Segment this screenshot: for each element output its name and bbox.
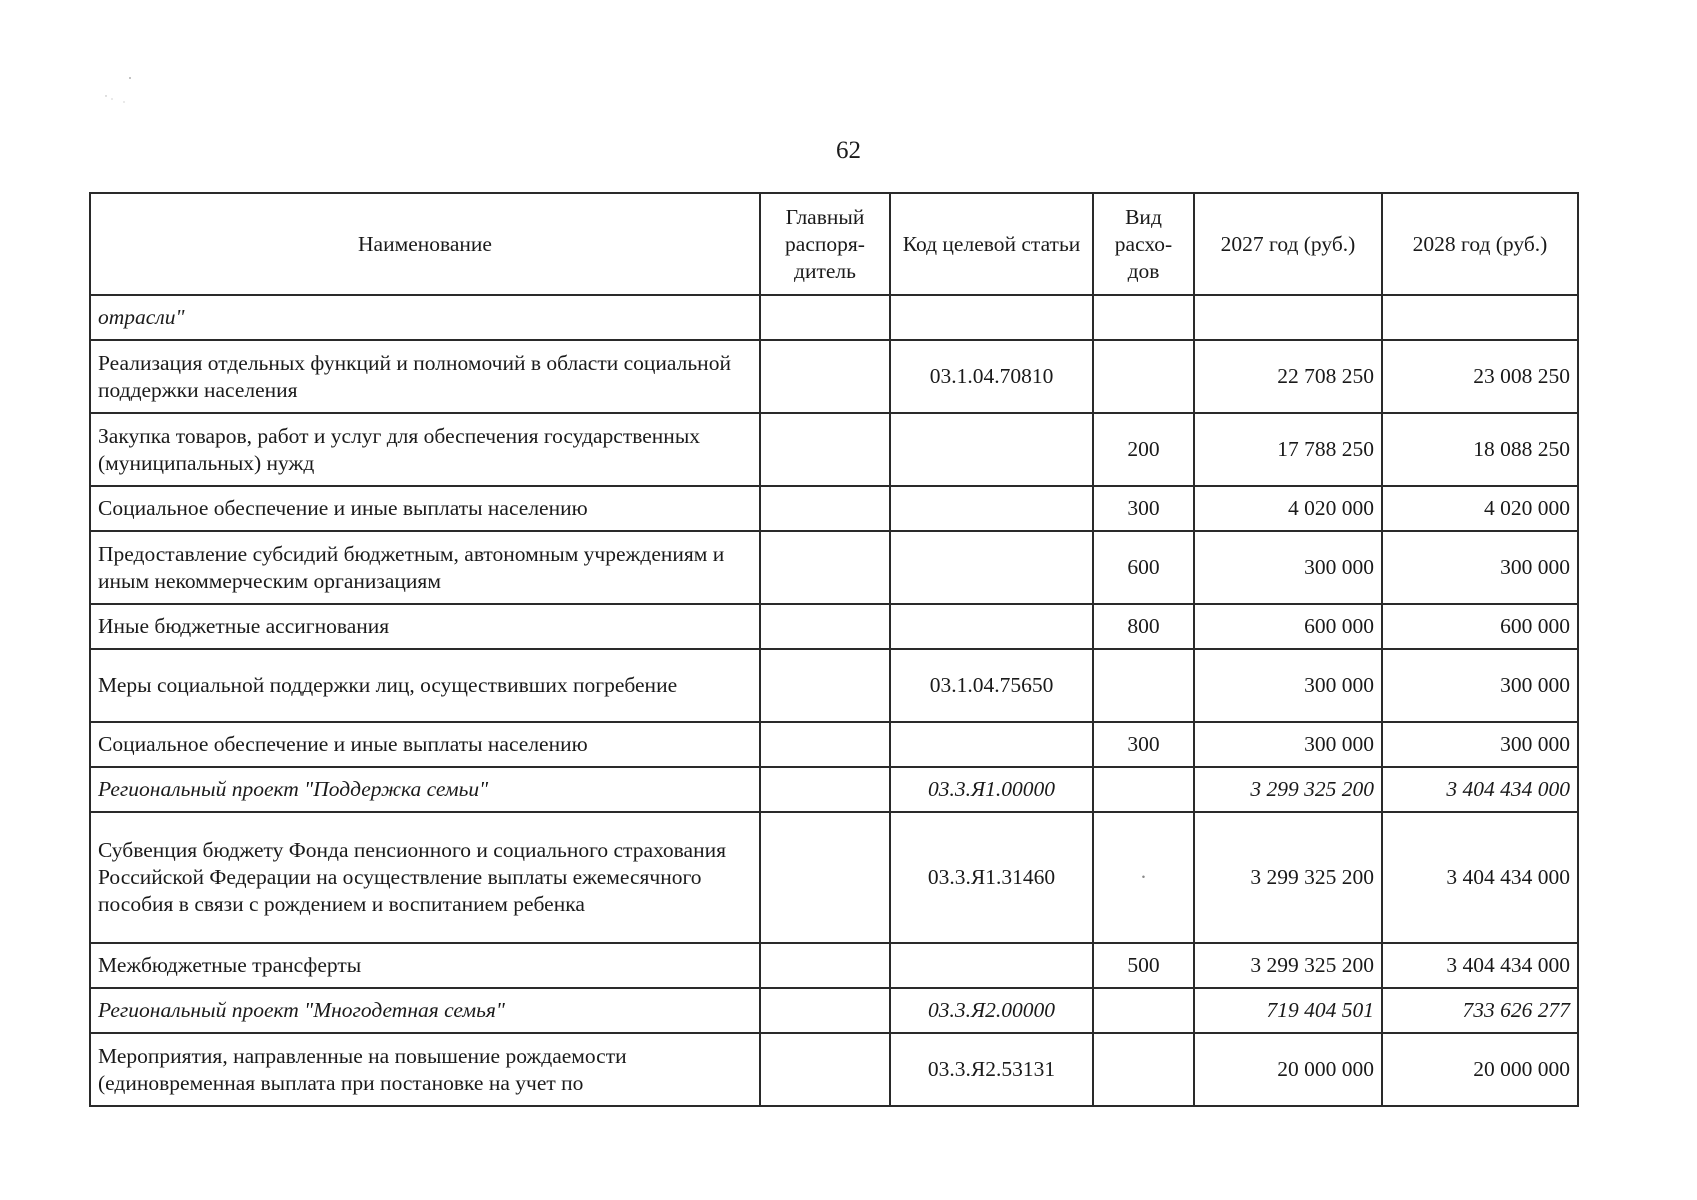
table-row	[90, 943, 1578, 988]
budget-table	[89, 192, 1579, 1107]
table-row	[90, 340, 1578, 413]
table-row	[90, 812, 1578, 943]
row-manager	[760, 486, 890, 531]
table-row	[90, 988, 1578, 1033]
row-manager	[760, 531, 890, 604]
row-manager	[760, 988, 890, 1033]
row-amount-2028: 20 000 000	[1382, 1033, 1578, 1106]
row-amount-2027: 300 000	[1194, 649, 1382, 722]
row-code	[890, 531, 1093, 604]
row-amount-2028: 3 404 434 000	[1382, 812, 1578, 943]
row-amount-2028: 3 404 434 000	[1382, 943, 1578, 988]
scan-specks	[98, 58, 138, 118]
row-amount-2027: 300 000	[1194, 722, 1382, 767]
row-amount-2027: 20 000 000	[1194, 1033, 1382, 1106]
row-amount-2028: 300 000	[1382, 722, 1578, 767]
row-expense-type: 600	[1093, 531, 1194, 604]
row-manager	[760, 604, 890, 649]
row-amount-2028: 300 000	[1382, 531, 1578, 604]
header-name: Наименование	[90, 193, 760, 295]
row-code: 03.3.Я2.00000	[890, 988, 1093, 1033]
header-year-2027: 2027 год (руб.)	[1194, 193, 1382, 295]
row-name: Социальное обеспечение и иные выплаты населению	[90, 486, 760, 531]
row-manager	[760, 767, 890, 812]
row-code: 03.1.04.70810	[890, 340, 1093, 413]
row-name: отрасли"	[90, 295, 760, 340]
row-expense-type: 200	[1093, 413, 1194, 486]
row-amount-2027: 3 299 325 200	[1194, 767, 1382, 812]
row-name: Мероприятия, направленные на повышение рождаемости (единовременная выплата при постановке на учет по	[90, 1033, 760, 1106]
page-number: 62	[836, 137, 861, 164]
row-code: 03.3.Я1.31460	[890, 812, 1093, 943]
row-expense-type	[1093, 988, 1194, 1033]
row-amount-2028: 23 008 250	[1382, 340, 1578, 413]
row-name: Предоставление субсидий бюджетным, автономным учреждениям и иным некоммерческим организациям	[90, 531, 760, 604]
row-manager	[760, 649, 890, 722]
row-code	[890, 295, 1093, 340]
row-name: Региональный проект "Поддержка семьи"	[90, 767, 760, 812]
row-amount-2027	[1194, 295, 1382, 340]
row-amount-2027: 3 299 325 200	[1194, 943, 1382, 988]
row-amount-2027: 4 020 000	[1194, 486, 1382, 531]
row-amount-2028	[1382, 295, 1578, 340]
row-name: Закупка товаров, работ и услуг для обеспечения государственных (муниципальных) нужд	[90, 413, 760, 486]
row-amount-2028: 600 000	[1382, 604, 1578, 649]
row-manager	[760, 1033, 890, 1106]
table-row	[90, 604, 1578, 649]
row-expense-type: 300	[1093, 486, 1194, 531]
header-manager: Главный распоря-дитель	[760, 193, 890, 295]
row-name: Межбюджетные трансферты	[90, 943, 760, 988]
row-amount-2027: 17 788 250	[1194, 413, 1382, 486]
row-amount-2027: 719 404 501	[1194, 988, 1382, 1033]
row-code: 03.3.Я1.00000	[890, 767, 1093, 812]
table-row	[90, 295, 1578, 340]
row-code	[890, 413, 1093, 486]
table-row	[90, 413, 1578, 486]
row-name: Реализация отдельных функций и полномочий в области социальной поддержки населения	[90, 340, 760, 413]
row-code: 03.1.04.75650	[890, 649, 1093, 722]
table-header-row	[90, 193, 1578, 295]
table-row	[90, 1033, 1578, 1106]
row-code	[890, 943, 1093, 988]
row-amount-2027: 3 299 325 200	[1194, 812, 1382, 943]
row-amount-2028: 733 626 277	[1382, 988, 1578, 1033]
row-code	[890, 486, 1093, 531]
row-name: Социальное обеспечение и иные выплаты населению	[90, 722, 760, 767]
row-expense-type	[1093, 649, 1194, 722]
row-expense-type	[1093, 340, 1194, 413]
row-expense-type	[1093, 767, 1194, 812]
table-row	[90, 767, 1578, 812]
row-code	[890, 722, 1093, 767]
header-year-2028: 2028 год (руб.)	[1382, 193, 1578, 295]
row-code: 03.3.Я2.53131	[890, 1033, 1093, 1106]
row-manager	[760, 722, 890, 767]
row-amount-2028: 18 088 250	[1382, 413, 1578, 486]
table-row	[90, 649, 1578, 722]
row-expense-type: 800	[1093, 604, 1194, 649]
row-expense-type	[1093, 1033, 1194, 1106]
table-row	[90, 531, 1578, 604]
row-amount-2028: 4 020 000	[1382, 486, 1578, 531]
row-manager	[760, 413, 890, 486]
row-expense-type	[1093, 295, 1194, 340]
row-manager	[760, 295, 890, 340]
row-amount-2027: 22 708 250	[1194, 340, 1382, 413]
row-expense-type: 500	[1093, 943, 1194, 988]
row-name: Иные бюджетные ассигнования	[90, 604, 760, 649]
row-expense-type: ·	[1093, 812, 1194, 943]
row-code	[890, 604, 1093, 649]
row-expense-type: 300	[1093, 722, 1194, 767]
row-amount-2028: 300 000	[1382, 649, 1578, 722]
table-row	[90, 722, 1578, 767]
row-amount-2028: 3 404 434 000	[1382, 767, 1578, 812]
row-name: Региональный проект "Многодетная семья"	[90, 988, 760, 1033]
row-amount-2027: 600 000	[1194, 604, 1382, 649]
row-name: Меры социальной поддержки лиц, осуществивших погребение	[90, 649, 760, 722]
row-name: Субвенция бюджету Фонда пенсионного и социального страхования Российской Федерации на осуществление выплаты ежемесячного пособия в связи с рождением и воспитанием ребенка	[90, 812, 760, 943]
table-row	[90, 486, 1578, 531]
header-expense-type: Вид расхо-дов	[1093, 193, 1194, 295]
row-amount-2027: 300 000	[1194, 531, 1382, 604]
header-code: Код целевой статьи	[890, 193, 1093, 295]
row-manager	[760, 812, 890, 943]
row-manager	[760, 943, 890, 988]
row-manager	[760, 340, 890, 413]
